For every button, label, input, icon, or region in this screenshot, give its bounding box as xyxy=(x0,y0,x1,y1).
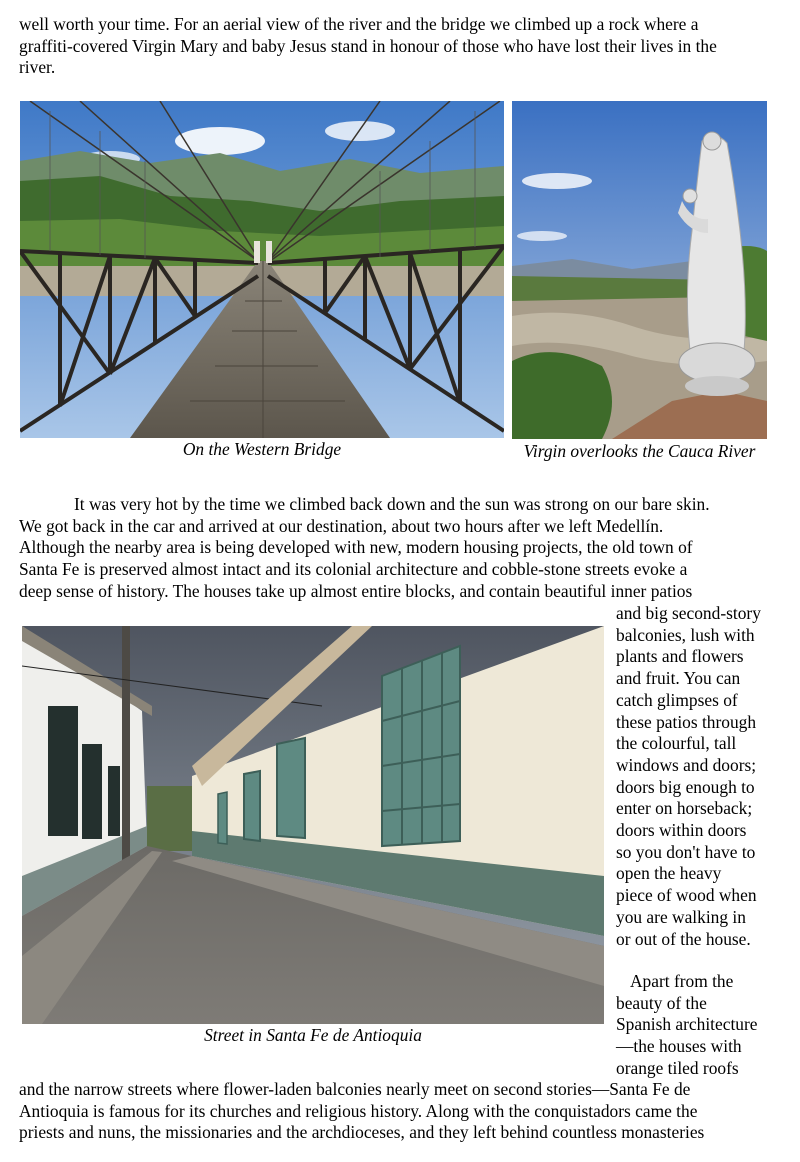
virgin-photo-caption: Virgin overlooks the Cauca River xyxy=(523,441,756,461)
street-photo xyxy=(22,626,604,1024)
text-line: Santa Fe is preserved almost intact and its colonial architecture and cobble-stone streets evoke a xyxy=(19,559,688,580)
paragraph-3-side-column xyxy=(616,971,758,1080)
text-line: piece of wood when xyxy=(616,885,757,906)
street-photo-caption: Street in Santa Fe de Antioquia xyxy=(204,1025,422,1045)
text-line: the colourful, tall xyxy=(616,733,737,754)
text-line: It was very hot by the time we climbed back down and the sun was strong on our bare skin. xyxy=(74,494,710,514)
paragraph-2 xyxy=(19,494,710,603)
bridge-photo xyxy=(20,101,504,438)
text-line: Although the nearby area is being developed with new, modern housing projects, the old town of xyxy=(19,537,693,558)
text-line: doors within doors xyxy=(616,820,747,841)
text-line: balconies, lush with xyxy=(616,624,755,645)
text-line: well worth your time. For an aerial view of the river and the bridge we climbed up a rock where a xyxy=(19,14,699,34)
text-line: these patios through xyxy=(616,711,757,732)
text-line: and the narrow streets where flower-laden balconies nearly meet on second stories—Santa Fe de xyxy=(19,1079,691,1099)
text-line: and big second-story xyxy=(616,603,761,623)
text-line: —the houses with xyxy=(616,1036,742,1057)
text-line: graffiti-covered Virgin Mary and baby Jesus stand in honour of those who have lost their lives in the xyxy=(19,35,717,56)
text-line: deep sense of history. The houses take up almost entire blocks, and contain beautiful inner patios xyxy=(19,580,693,601)
text-line: windows and doors; xyxy=(616,754,757,775)
text-line: Antioquia is famous for its churches and religious history. Along with the conquistadors came the xyxy=(19,1100,698,1121)
paragraph-3 xyxy=(19,1079,704,1144)
text-line: orange tiled roofs xyxy=(616,1057,739,1078)
text-line: and fruit. You can xyxy=(616,668,741,689)
text-line: open the heavy xyxy=(616,863,722,884)
text-line: doors big enough to xyxy=(616,776,755,797)
text-line: you are walking in xyxy=(616,906,746,927)
text-line: priests and nuns, the missionaries and the archdioceses, and they left behind countless monasteries xyxy=(19,1122,705,1143)
text-line: Apart from the xyxy=(630,971,734,991)
text-line: Spanish architecture xyxy=(616,1014,758,1035)
text-line: We got back in the car and arrived at our destination, about two hours after we left Medellín. xyxy=(19,515,664,536)
intro-paragraph xyxy=(19,14,717,79)
bridge-photo-caption: On the Western Bridge xyxy=(182,439,342,459)
text-line: river. xyxy=(19,57,56,78)
text-line: or out of the house. xyxy=(616,928,751,949)
text-line: enter on horseback; xyxy=(616,798,753,819)
text-line: plants and flowers xyxy=(616,646,744,667)
text-line: so you don't have to xyxy=(616,841,756,862)
text-line: beauty of the xyxy=(616,992,707,1013)
virgin-photo xyxy=(512,101,767,439)
paragraph-2-side-column xyxy=(616,603,761,950)
text-line: catch glimpses of xyxy=(616,689,738,710)
